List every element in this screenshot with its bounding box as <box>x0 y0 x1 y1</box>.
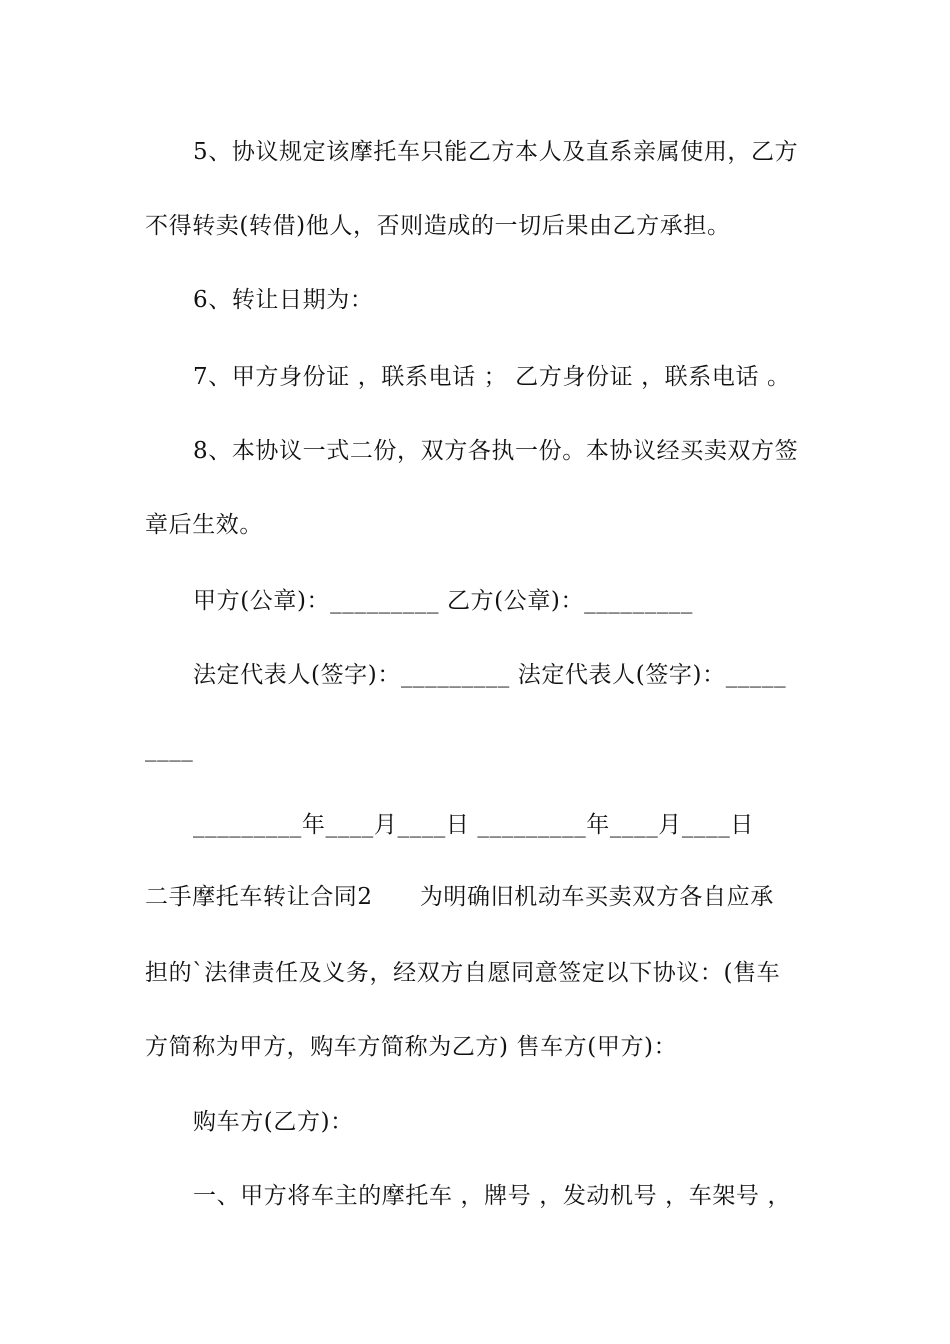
date-line: _________年____月____日 _________年____月____日 <box>193 812 754 838</box>
clause-7: 7、甲方身份证 ，联系电话 ； 乙方身份证 ，联系电话 。 <box>193 364 791 390</box>
contract-2-intro-line-3: 方简称为甲方，购车方简称为乙方) 售车方(甲方)： <box>145 1034 678 1060</box>
clause-5-line-1: 5、协议规定该摩托车只能乙方本人及直系亲属使用，乙方 <box>193 139 799 165</box>
clause-6: 6、转让日期为： <box>193 287 374 313</box>
seal-line: 甲方(公章)：_________ 乙方(公章)：_________ <box>193 588 694 614</box>
clause-8-line-1: 8、本协议一式二份，双方各执一份。本协议经买卖双方签 <box>193 438 799 464</box>
clause-5-line-2: 不得转卖(转借)他人，否则造成的一切后果由乙方承担。 <box>145 213 731 239</box>
clause-1-line: 一、甲方将车主的摩托车 ，牌号 ，发动机号 ，车架号 ， <box>193 1183 792 1209</box>
buyer-line: 购车方(乙方)： <box>193 1109 354 1135</box>
clause-8-line-2: 章后生效。 <box>145 512 263 538</box>
contract-2-heading-line: 二手摩托车转让合同2 为明确旧机动车买卖双方各自应承 <box>145 884 774 910</box>
legal-rep-signature-line: 法定代表人(签字)：_________ 法定代表人(签字)：_____ <box>193 662 787 688</box>
legal-rep-signature-continuation: ____ <box>145 736 194 762</box>
contract-2-intro-line-2: 担的`法律责任及义务，经双方自愿同意签定以下协议：(售车 <box>145 960 781 986</box>
